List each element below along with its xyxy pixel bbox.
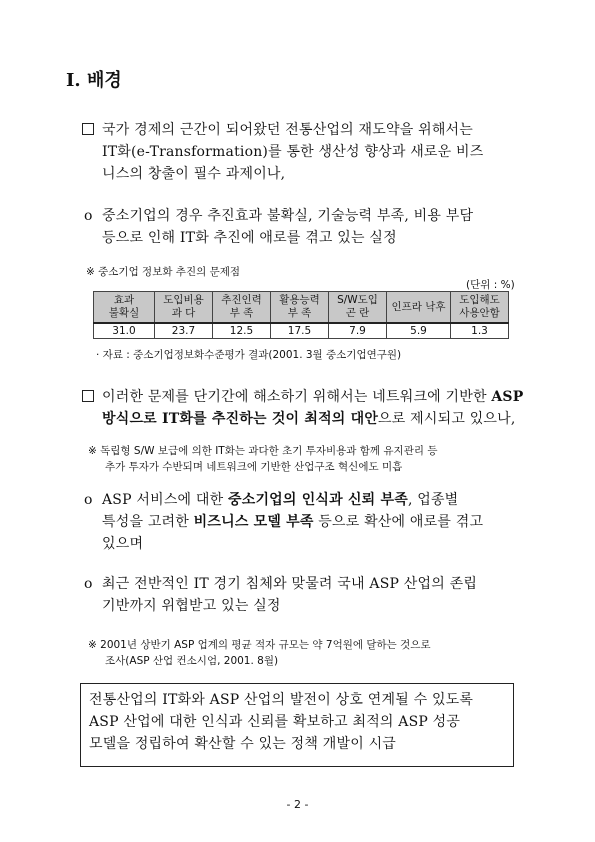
paragraph-line: 니스의 창출이 필수 과제이나, xyxy=(102,166,286,182)
paragraph-line: 최근 전반적인 IT 경기 침체와 맞물려 국내 ASP 산업의 존립 xyxy=(102,576,478,592)
paragraph-text: 등으로 확산에 애로를 겪고 xyxy=(313,514,484,530)
table-cell: 23.7 xyxy=(155,323,213,339)
note-asp-deficit xyxy=(88,637,431,669)
table-cell: 7.9 xyxy=(329,323,387,339)
bullet-o: o xyxy=(84,576,93,592)
paragraph-bold-text: 중소기업의 인식과 신뢰 부족 xyxy=(228,492,408,508)
table-header-cell: S/W도입 곤 란 xyxy=(329,292,387,324)
bullet-o: o xyxy=(84,208,93,224)
paragraph-line: IT화(e-Transformation)를 통한 생산성 향상과 새로운 비즈 xyxy=(102,144,484,160)
paragraph-5 xyxy=(84,573,477,617)
note-line: ※ 2001년 상반기 ASP 업계의 평균 적자 규모는 약 7억원에 달하는 것으로 xyxy=(88,639,431,651)
table-source: · 자료 : 중소기업정보화수준평가 결과(2001. 3월 중소기업연구원) xyxy=(96,349,402,361)
note-line: 추가 투자가 수반되며 네트워크에 기반한 산업구조 혁신에도 미흡 xyxy=(105,461,403,473)
summary-line: 전통산업의 IT화와 ASP 산업의 발전이 상호 연계될 수 있도록 xyxy=(89,692,474,708)
note-standalone-sw xyxy=(88,443,437,475)
table-cell: 17.5 xyxy=(271,323,329,339)
summary-box xyxy=(80,683,514,767)
table-unit: (단위 : %) xyxy=(466,279,515,291)
paragraph-text: , 업종별 xyxy=(407,492,459,508)
paragraph-bold-text: 비즈니스 모델 부족 xyxy=(193,514,314,530)
table-header-cell: 활용능력 부 족 xyxy=(271,292,329,324)
paragraph-line: 있으며 xyxy=(102,536,144,552)
stats-table xyxy=(93,291,509,339)
table-header-cell: 추진인력 부 족 xyxy=(213,292,271,324)
paragraph-text: ASP 서비스에 대한 xyxy=(102,492,229,508)
table-header-row xyxy=(94,292,509,324)
bullet-o: o xyxy=(84,492,93,508)
section-title: I. 배경 xyxy=(66,70,122,91)
paragraph-3 xyxy=(82,386,523,430)
checkbox-bullet-icon xyxy=(82,390,94,402)
table-header-cell: 도입비용 과 다 xyxy=(155,292,213,324)
table-note: ※ 중소기업 정보화 추진의 문제점 xyxy=(86,266,241,278)
paragraph-4 xyxy=(84,489,483,555)
paragraph-text: 이러한 문제를 단기간에 해소하기 위해서는 네트워크에 기반한 xyxy=(102,389,492,405)
table-cell: 31.0 xyxy=(94,323,155,339)
table-cell: 1.3 xyxy=(451,323,509,339)
note-line: ※ 독립형 S/W 보급에 의한 IT화는 과다한 초기 투자비용과 함께 유지관리 등 xyxy=(88,445,438,457)
summary-line: 모델을 정립하여 확산할 수 있는 정책 개발이 시급 xyxy=(89,736,397,752)
paragraph-bold-text: ASP xyxy=(491,389,524,405)
paragraph-text: 특성을 고려한 xyxy=(102,514,194,530)
table-row xyxy=(94,323,509,339)
paragraph-text: 으로 제시되고 있으나, xyxy=(378,411,516,427)
table-cell: 12.5 xyxy=(213,323,271,339)
paragraph-bold-text: 방식으로 IT화를 추진하는 것이 최적의 대안 xyxy=(102,411,379,427)
paragraph-line: 국가 경제의 근간이 되어왔던 전통산업의 재도약을 위해서는 xyxy=(102,122,473,138)
stats-table-wrapper xyxy=(93,291,509,339)
note-line: 조사(ASP 산업 컨소시엄, 2001. 8월) xyxy=(105,655,279,667)
summary-line: ASP 산업에 대한 인식과 신뢰를 확보하고 최적의 ASP 성공 xyxy=(89,714,461,730)
page-number: - 2 - xyxy=(286,798,309,811)
paragraph-line: 기반까지 위협받고 있는 실정 xyxy=(102,598,281,614)
table-header-cell: 효과 불확실 xyxy=(94,292,155,324)
checkbox-bullet-icon xyxy=(82,123,94,135)
paragraph-1 xyxy=(82,119,483,185)
table-header-cell: 도입해도 사용안함 xyxy=(451,292,509,324)
table-cell: 5.9 xyxy=(387,323,451,339)
paragraph-line: 등으로 인해 IT화 추진에 애로를 겪고 있는 실정 xyxy=(102,230,397,246)
paragraph-2 xyxy=(84,205,473,249)
paragraph-line: 중소기업의 경우 추진효과 불확실, 기술능력 부족, 비용 부담 xyxy=(102,208,474,224)
table-header-cell: 인프라 낙후 xyxy=(387,292,451,324)
